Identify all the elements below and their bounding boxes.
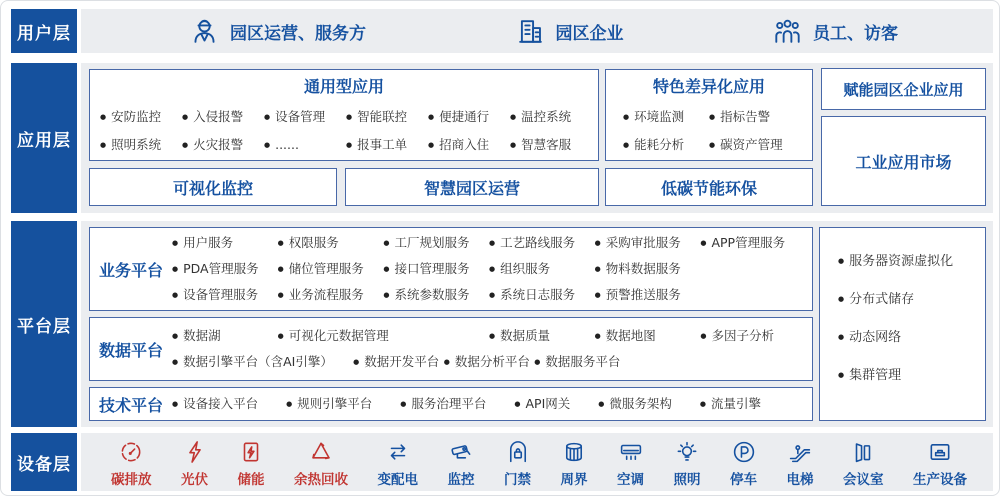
data-platform-title: 数据平台 bbox=[98, 340, 163, 360]
device-label: 照明 bbox=[673, 471, 701, 488]
user-group-operators bbox=[189, 16, 366, 47]
platform-item: ● 预警推送服务 bbox=[595, 282, 701, 308]
empower-apps-title: 赋能园区企业应用 bbox=[843, 80, 964, 99]
parking-icon bbox=[731, 439, 757, 465]
app-item: ● 招商入住 bbox=[428, 131, 510, 159]
user-group-label: 园区运营、服务方 bbox=[230, 23, 366, 44]
platform-item: ● API网关 bbox=[514, 388, 570, 420]
platform-item: ● 服务治理平台 bbox=[400, 388, 486, 420]
infra-item: ● 集群管理 bbox=[838, 368, 985, 383]
visual-monitoring-title: 可视化监控 bbox=[172, 178, 253, 198]
platform-item: ● 数据湖 bbox=[172, 323, 278, 349]
user-group-enterprises bbox=[515, 16, 624, 47]
device-item-meeting-room bbox=[843, 439, 884, 488]
general-apps-grid bbox=[90, 103, 598, 159]
device-label: 碳排放 bbox=[111, 471, 152, 488]
platform-layer-band bbox=[81, 221, 993, 427]
platform-item: ● 组织服务 bbox=[489, 256, 595, 282]
general-apps-title: 通用型应用 bbox=[303, 77, 384, 96]
platform-item: ● 数据引擎平台（含AI引擎） bbox=[172, 349, 353, 375]
infra-item: ● 分布式储存 bbox=[838, 292, 985, 307]
device-item-power-distribution bbox=[378, 439, 419, 488]
access-lock-icon bbox=[505, 439, 531, 465]
device-item-energy-storage bbox=[238, 439, 265, 488]
app-item: ● 安防监控 bbox=[100, 103, 182, 131]
device-item-waste-heat-recovery bbox=[294, 439, 348, 488]
user-group-staff-visitors bbox=[772, 16, 898, 47]
operator-icon bbox=[189, 16, 220, 47]
platform-item: ● APP管理服务 bbox=[700, 230, 806, 256]
infrastructure-box bbox=[819, 227, 986, 421]
platform-item: ● 采购审批服务 bbox=[595, 230, 701, 256]
device-item-carbon-emission bbox=[111, 439, 152, 488]
device-label: 余热回收 bbox=[294, 471, 348, 488]
meeting-room-icon bbox=[850, 439, 876, 465]
platform-item: ● 微服务架构 bbox=[598, 388, 672, 420]
app-item: ● ...... bbox=[264, 131, 346, 159]
app-item: ● 设备管理 bbox=[264, 103, 346, 131]
platform-item: ● 系统参数服务 bbox=[383, 282, 489, 308]
platform-item: ● 数据开发平台 bbox=[353, 349, 444, 375]
production-equipment-icon bbox=[927, 439, 953, 465]
device-item-lighting bbox=[674, 439, 701, 488]
device-label: 周界 bbox=[560, 471, 588, 488]
building-icon bbox=[515, 16, 546, 47]
user-layer-band bbox=[81, 9, 993, 53]
device-item-surveillance bbox=[448, 439, 475, 488]
device-label: 监控 bbox=[447, 471, 475, 488]
device-label: 光伏 bbox=[181, 471, 208, 488]
empower-apps-box bbox=[821, 68, 986, 110]
industrial-market-box bbox=[821, 116, 986, 206]
visual-monitoring-box bbox=[89, 168, 337, 206]
tech-platform-title: 技术平台 bbox=[98, 395, 163, 415]
device-label: 变配电 bbox=[377, 471, 418, 488]
device-layer-band bbox=[81, 433, 993, 491]
infra-item: ● 服务器资源虚拟化 bbox=[838, 254, 985, 269]
gauge-icon bbox=[118, 439, 144, 465]
device-label: 生产设备 bbox=[913, 471, 967, 488]
platform-item: ● 业务流程服务 bbox=[278, 282, 384, 308]
perimeter-icon bbox=[561, 439, 587, 465]
industrial-market-title: 工业应用市场 bbox=[855, 152, 952, 172]
device-label: 电梯 bbox=[786, 471, 814, 488]
platform-item: ● 多因子分析 bbox=[700, 323, 806, 349]
app-item: ● 便捷通行 bbox=[428, 103, 510, 131]
layer-label-device: 设备层 bbox=[11, 433, 77, 491]
platform-item: ● 工艺路线服务 bbox=[489, 230, 595, 256]
app-item: ● 温控系统 bbox=[510, 103, 592, 131]
device-label: 门禁 bbox=[504, 471, 531, 488]
device-item-air-conditioning bbox=[617, 439, 644, 488]
low-carbon-title: 低碳节能环保 bbox=[660, 178, 757, 198]
platform-item: ● 数据分析平台 bbox=[444, 349, 535, 375]
battery-storage-icon bbox=[238, 439, 264, 465]
app-item: ● 智能联控 bbox=[346, 103, 428, 131]
app-item: ● 入侵报警 bbox=[182, 103, 264, 131]
platform-item: ● 数据服务平台 bbox=[534, 349, 625, 375]
light-bulb-icon bbox=[674, 439, 700, 465]
device-label: 空调 bbox=[617, 471, 644, 488]
tech-platform-items bbox=[172, 388, 761, 420]
app-item: ● 照明系统 bbox=[100, 131, 182, 159]
user-group-label: 园区企业 bbox=[555, 23, 624, 44]
data-platform-items bbox=[172, 323, 812, 375]
user-group-label: 员工、访客 bbox=[813, 23, 898, 44]
platform-item: ● 可视化元数据管理 bbox=[278, 323, 489, 349]
app-item: ● 碳资产管理 bbox=[709, 131, 812, 159]
air-conditioner-icon bbox=[618, 439, 644, 465]
platform-item: ● 数据地图 bbox=[595, 323, 701, 349]
people-group-icon bbox=[772, 16, 803, 47]
tech-platform-box bbox=[89, 387, 813, 421]
business-platform-box bbox=[89, 227, 813, 311]
app-item: ● 指标告警 bbox=[709, 103, 812, 131]
business-platform-title: 业务平台 bbox=[98, 260, 163, 280]
power-exchange-icon bbox=[385, 439, 411, 465]
layer-label-app: 应用层 bbox=[11, 63, 77, 213]
recycle-icon bbox=[308, 439, 334, 465]
platform-item: ● 工厂规划服务 bbox=[383, 230, 489, 256]
platform-item: ● 用户服务 bbox=[172, 230, 278, 256]
layer-label-platform: 平台层 bbox=[11, 221, 77, 427]
low-carbon-box bbox=[605, 168, 813, 206]
platform-item: ● 设备管理服务 bbox=[172, 282, 278, 308]
platform-item: ● PDA管理服务 bbox=[172, 256, 278, 282]
platform-item: ● 储位管理服务 bbox=[278, 256, 384, 282]
business-platform-items bbox=[172, 230, 812, 308]
device-item-access-control bbox=[504, 439, 531, 488]
platform-item: ● 数据质量 bbox=[489, 323, 595, 349]
special-apps-box bbox=[605, 69, 813, 161]
platform-item: ● 权限服务 bbox=[278, 230, 384, 256]
device-item-production-equipment bbox=[913, 439, 967, 488]
platform-item: ● 接口管理服务 bbox=[383, 256, 489, 282]
app-item: ● 智慧客服 bbox=[510, 131, 592, 159]
platform-item: ● 规则引擎平台 bbox=[286, 388, 372, 420]
general-apps-box bbox=[89, 69, 599, 161]
escalator-icon bbox=[787, 439, 813, 465]
special-apps-title: 特色差异化应用 bbox=[652, 77, 765, 96]
device-item-perimeter bbox=[561, 439, 588, 488]
device-label: 停车 bbox=[730, 471, 757, 488]
device-label: 会议室 bbox=[843, 471, 884, 488]
data-platform-box bbox=[89, 317, 813, 381]
app-item: ● 报事工单 bbox=[346, 131, 428, 159]
app-item: ● 环境监测 bbox=[623, 103, 709, 131]
lightning-icon bbox=[182, 439, 208, 465]
platform-item: ● 系统日志服务 bbox=[489, 282, 595, 308]
platform-item: ● 设备接入平台 bbox=[172, 388, 258, 420]
app-item: ● 火灾报警 bbox=[182, 131, 264, 159]
smart-park-operation-title: 智慧园区运营 bbox=[423, 178, 520, 198]
special-apps-grid bbox=[606, 103, 812, 159]
smart-park-operation-box bbox=[345, 168, 599, 206]
app-layer-band bbox=[81, 63, 993, 213]
app-item: ● 能耗分析 bbox=[623, 131, 709, 159]
device-item-solar bbox=[181, 439, 208, 488]
platform-item: ● 物料数据服务 bbox=[595, 256, 701, 282]
device-label: 储能 bbox=[237, 471, 265, 488]
device-item-elevator bbox=[787, 439, 814, 488]
infra-item: ● 动态网络 bbox=[838, 330, 985, 345]
device-item-parking bbox=[730, 439, 757, 488]
layer-label-user: 用户层 bbox=[11, 9, 77, 53]
cctv-icon bbox=[448, 439, 474, 465]
platform-item: ● 流量引擎 bbox=[700, 388, 761, 420]
